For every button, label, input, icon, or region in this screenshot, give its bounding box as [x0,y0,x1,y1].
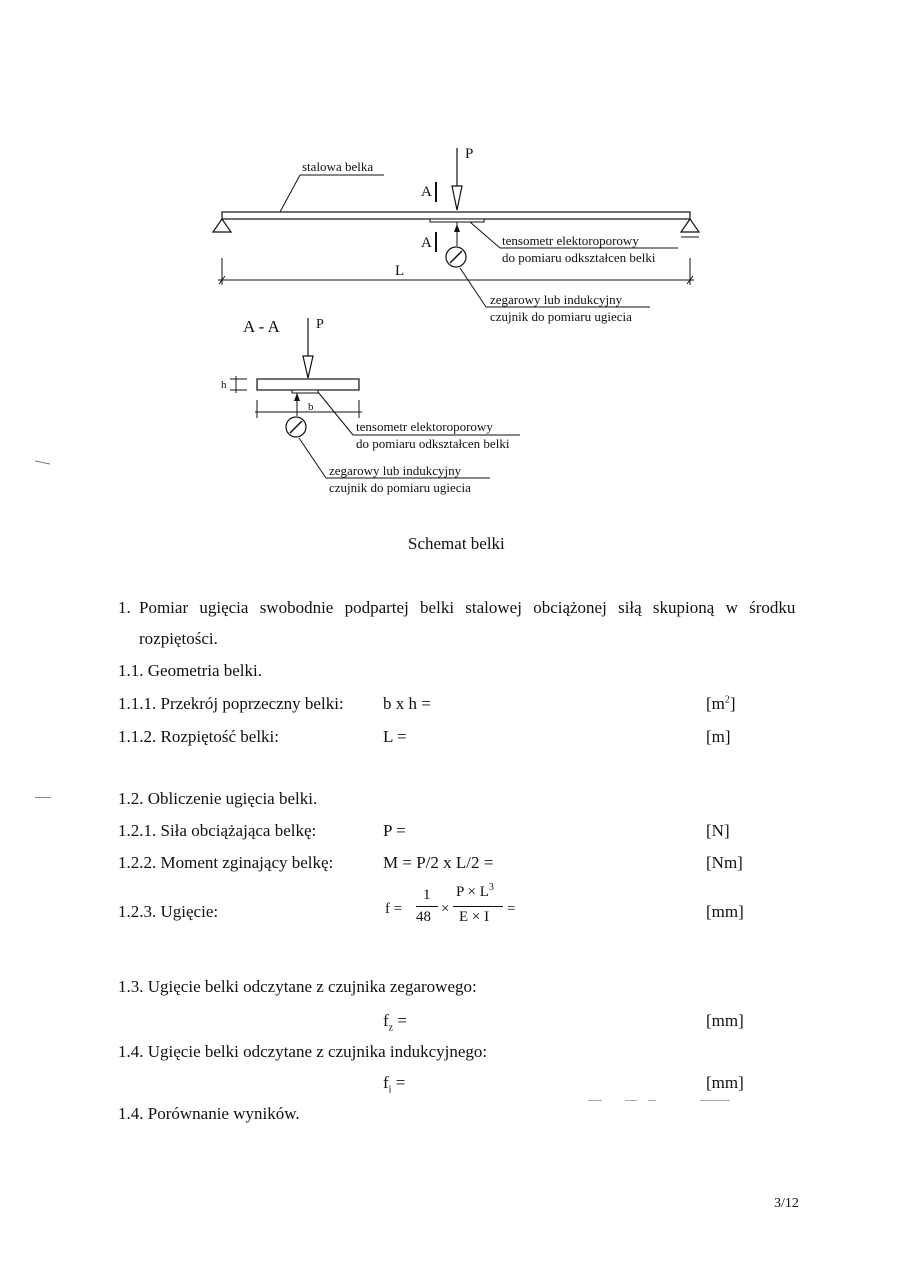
section-1-4-induction: 1.4. Ugięcie belki odczytane z czujnika indukcyjnego: [118,1042,488,1061]
span-label: L [395,263,405,279]
row-1-3-formula: $f_z$ = [383,1011,407,1034]
row-1-2-1-label: 1.2.1. Siła obciążająca belkę: [118,821,317,840]
row-1-2-3-label: 1.2.3. Ugięcie: [118,902,219,921]
row-1-4-unit: [mm] [706,1073,744,1092]
force-arrow [452,148,462,210]
section-1-number: 1. [118,598,131,617]
width-label: b [308,401,314,413]
page-number: 3/12 [774,1196,799,1211]
scan-dash-3 [648,1100,656,1101]
scan-dash-2 [625,1100,637,1101]
formula-times: × [441,901,450,917]
left-support [213,219,231,232]
row-1-1-1-label: 1.1.1. Przekrój poprzeczny belki: [118,694,344,713]
frac2-num: $P \times L^3$ [456,882,494,900]
section-1-3: 1.3. Ugięcie belki odczytane z czujnika zegarowego: [118,977,477,996]
row-1-2-2-unit: [Nm] [706,853,743,872]
section-mark-top: A [421,184,432,200]
strain-gauge-label-2: do pomiaru odkształcen belki [502,250,656,265]
height-label: h [221,379,227,391]
section-beam [257,379,359,390]
section-1-1: 1.1. Geometria belki. [118,661,262,680]
section-1-4-comparison: 1.4. Porównanie wyników. [118,1104,300,1123]
section-strain-label-2: do pomiaru odkształcen belki [356,436,510,451]
beam-label: stalowa belka [302,159,374,174]
section-mark-bottom: A [421,235,432,251]
deflection-formula [383,884,523,934]
margin-mark [35,797,51,798]
frac1-den: 48 [416,909,431,925]
section-force-label: P [316,317,324,332]
scan-dash-1 [588,1100,602,1101]
strain-gauge-strip [430,219,484,222]
row-1-3-unit: [mm] [706,1011,744,1030]
frac2-den: E × I [459,909,490,925]
force-label: P [465,146,474,162]
section-1-line1: Pomiar ugięcia swobodnie podpartej belki stalowej obciążonej siłą skupioną w środku [139,598,796,617]
section-dial-label-1: zegarowy lub indukcyjny [329,463,462,478]
steel-beam [222,212,690,219]
frac1-num: 1 [423,887,431,903]
row-1-1-2-formula: L = [383,727,407,746]
section-1-line2: rozpiętości. [139,629,218,648]
beam-diagram [0,0,918,520]
row-1-1-2-unit: [m] [706,727,731,746]
section-strain-label-1: tensometr elektoroporowy [356,419,493,434]
dial-gauge-label-1: zegarowy lub indukcyjny [490,292,623,307]
diagram-caption: Schemat belki [408,534,505,553]
section-force-arrow [303,318,313,378]
row-1-2-2-label: 1.2.2. Moment zginający belkę: [118,853,334,872]
scan-dash-4 [700,1100,730,1101]
row-1-1-2-label: 1.1.2. Rozpiętość belki: [118,727,280,746]
row-1-2-3-unit: [mm] [706,902,744,921]
row-1-4-formula: $f_i$ = [383,1073,406,1096]
dial-gauge-label-2: czujnik do pomiaru ugiecia [490,309,632,324]
section-1-2: 1.2. Obliczenie ugięcia belki. [118,789,318,808]
row-1-1-1-formula: b x h = [383,694,431,713]
section-title: A - A [243,317,280,336]
section-strain-gauge [292,390,318,393]
formula-f-eq: f = [385,901,403,917]
row-1-2-1-formula: P = [383,821,406,840]
row-1-2-2-formula: M = P/2 x L/2 = [383,853,494,872]
section-dial-label-2: czujnik do pomiaru ugiecia [329,480,471,495]
right-support [681,219,699,232]
row-1-1-1-unit: $[m^2]$ [706,694,736,713]
formula-eq-end: = [507,901,516,917]
row-1-2-1-unit: [N] [706,821,730,840]
strain-gauge-label-1: tensometr elektoroporowy [502,233,639,248]
